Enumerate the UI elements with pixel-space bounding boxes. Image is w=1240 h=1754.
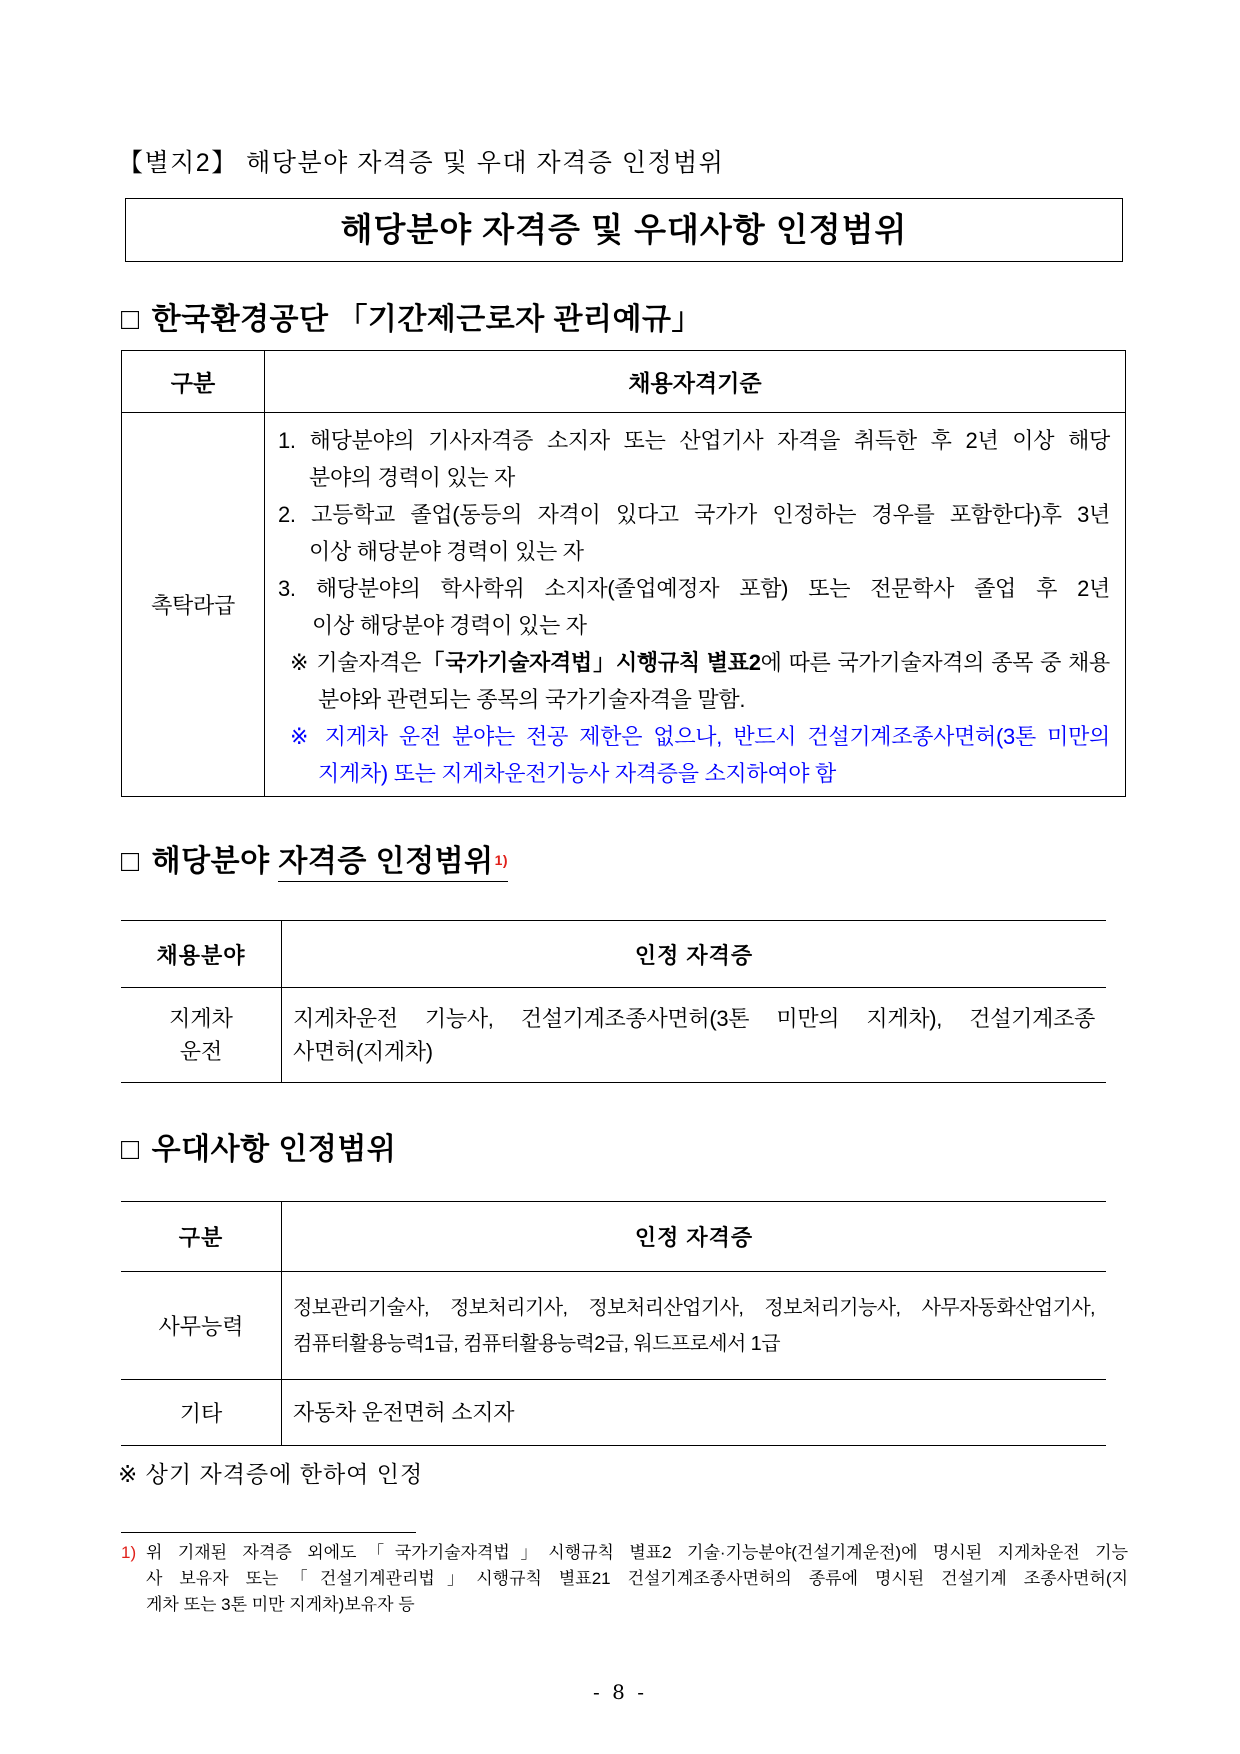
forklift-note-line-1: ※ 지게차 운전 분야는 전공 제한은 없으나, 반드시 건설기계조종사면허(3톤 미만의 — [290, 724, 1110, 749]
section3-heading — [121, 1130, 396, 1170]
criteria-item-2-line-1: 2. 고등학교 졸업(동등의 자격이 있다고 국가가 인정하는 경우를 포함한다)후 3년 — [278, 502, 1110, 527]
header-certificate: 인정 자격증 — [634, 1225, 754, 1250]
header-field: 채용분야 — [121, 921, 282, 987]
table-row — [122, 413, 1125, 796]
preference-certificate-table — [121, 1201, 1106, 1446]
certificate-cell — [282, 1272, 1106, 1379]
footnote-line-1: 위 기재된 자격증 외에도「국가기술자격법」시행규칙 별표2 기술·기능분야(건설기계운전)에 명시된 지게차운전 기능 — [146, 1543, 1128, 1562]
qualification-criteria-table — [121, 350, 1126, 797]
section2-title-underlined-text: 자격증 인정범위 — [278, 845, 494, 878]
footnote-line-2: 사 보유자 또는「건설기계관리법」시행규칙 별표21 건설기계조종사면허의 종류에 명시된 건설기계 조종사면허(지 — [146, 1569, 1128, 1588]
certificate-line-1: 정보관리기술사, 정보처리기사, 정보처리산업기사, 정보처리기능사, 사무자동화산업기사, — [293, 1296, 1095, 1319]
certificate-line-2: 사면허(지게차) — [293, 1039, 433, 1064]
header-category: 구분 — [121, 1202, 282, 1271]
row-label: 촉탁라급 — [122, 413, 265, 796]
criteria-item-3-line-1: 3. 해당분야의 학사학위 소지자(졸업예정자 포함) 또는 전문학사 졸업 후 2년 — [278, 576, 1110, 601]
footnote-separator — [121, 1532, 416, 1533]
technical-qualification-note-line-1 — [290, 644, 1110, 681]
main-title: 해당분야 자격증 및 우대사항 인정범위 — [340, 211, 908, 248]
criteria-item-1-line-2: 분야의 경력이 있는 자 — [309, 465, 516, 490]
table-row — [121, 1380, 1106, 1445]
footnote-line-3: 게차 또는 3톤 미만 지게차)보유자 등 — [146, 1595, 415, 1614]
table-row — [121, 1272, 1106, 1380]
technical-qualification-note-line-2: 분야와 관련되는 종목의 국가기술자격을 말함. — [318, 687, 746, 712]
field-cell — [121, 988, 282, 1082]
certificate-line-1: 지게차운전 기능사, 건설기계조종사면허(3톤 미만의 지게차), 건설기계조종 — [293, 1006, 1095, 1031]
certificate-line-1: 자동차 운전면허 소지자 — [293, 1400, 515, 1425]
category-cell: 기타 — [121, 1380, 282, 1445]
header-certificate: 인정 자격증 — [634, 942, 754, 968]
checkbox-bullet-icon: □ — [121, 845, 140, 878]
forklift-note-line-2: 지게차) 또는 지게차운전기능사 자격증을 소지하여야 함 — [318, 761, 836, 786]
section1-heading — [121, 300, 702, 340]
category-cell: 사무능력 — [121, 1272, 282, 1379]
footnote-marker: 1) — [121, 1543, 137, 1562]
attachment-title: 【별지2】 해당분야 자격증 및 우대 자격증 인정범위 — [118, 149, 725, 177]
table-row — [121, 988, 1106, 1082]
section2-title-underlined — [278, 845, 508, 882]
certificate-line-2: 컴퓨터활용능력1급, 컴퓨터활용능력2급, 워드프로세서 1급 — [293, 1332, 780, 1355]
note1-suffix: 에 따른 국가기술자격의 종목 중 채용 — [760, 650, 1110, 675]
section1-title: 한국환경공단 「기간제근로자 관리예규」 — [151, 303, 702, 336]
table-header-row — [122, 351, 1125, 413]
table-header-row — [121, 921, 1106, 988]
header-criteria: 채용자격기준 — [628, 370, 762, 396]
criteria-item-3-line-2: 이상 해당분야 경력이 있는 자 — [312, 613, 587, 638]
section3-title: 우대사항 인정범위 — [151, 1133, 397, 1166]
checkbox-bullet-icon: □ — [121, 303, 140, 336]
table-header-row — [121, 1202, 1106, 1272]
section2-title-plain: 해당분야 — [151, 845, 270, 878]
footnote — [121, 1540, 1128, 1618]
certificate-cell — [282, 1380, 1106, 1445]
field-certificate-table — [121, 920, 1106, 1083]
footnote-text — [146, 1540, 1128, 1618]
criteria-item-2-line-2: 이상 해당분야 경력이 있는 자 — [309, 539, 584, 564]
page-number: - 8 - — [593, 1680, 647, 1704]
field-line-1: 지게차 — [169, 1006, 233, 1031]
main-title-box — [125, 198, 1123, 262]
header-category: 구분 — [122, 351, 265, 412]
certificate-cell — [282, 988, 1106, 1082]
checkbox-bullet-icon: □ — [121, 1133, 140, 1166]
field-line-2: 운전 — [179, 1039, 223, 1064]
criteria-cell — [265, 413, 1125, 796]
note1-prefix: ※ 기술자격은 — [290, 650, 422, 675]
section2-heading — [121, 842, 508, 882]
criteria-item-1-line-1: 1. 해당분야의 기사자격증 소지자 또는 산업기사 자격을 취득한 후 2년 이상 해당 — [278, 428, 1110, 453]
footnote-reference: 1) — [494, 852, 509, 868]
note1-bold-law: 「국가기술자격법」시행규칙 별표2 — [421, 650, 761, 675]
limitation-note: ※ 상기 자격증에 한하여 인정 — [118, 1461, 424, 1487]
